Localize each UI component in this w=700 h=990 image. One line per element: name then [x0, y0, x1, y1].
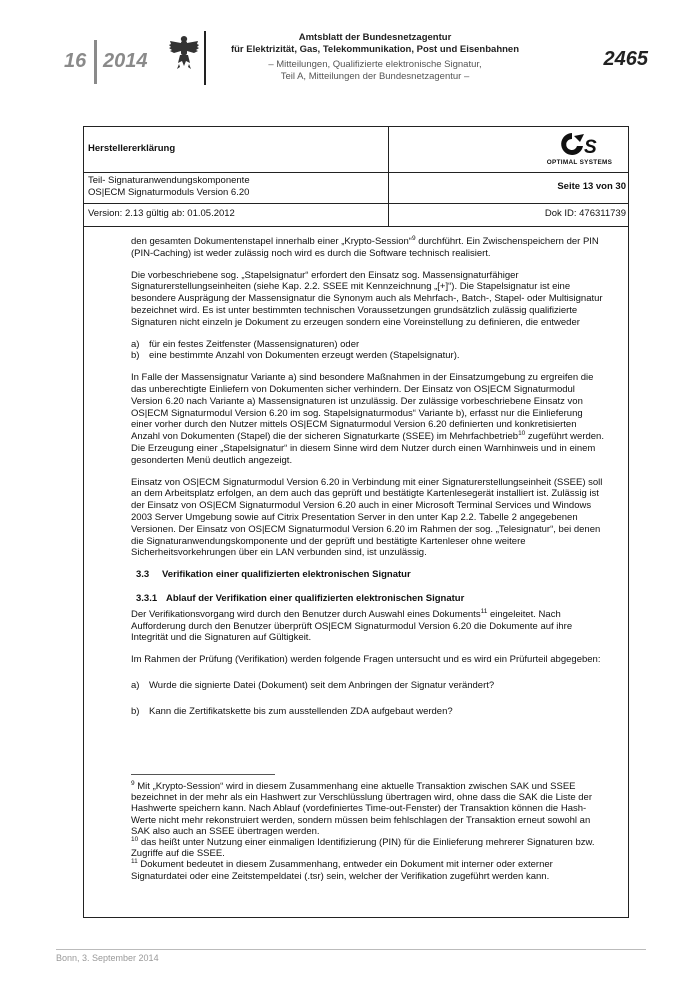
gazette-title-line1: Amtsblatt der Bundesnetzagentur	[298, 32, 452, 43]
component-line2: OS|ECM Signaturmoduls Version 6.20	[88, 187, 250, 198]
issue-number: 16	[64, 50, 87, 72]
text-run: Der Verifikationsvorgang wird durch den Benutzer durch Auswahl eines Dokuments	[131, 608, 481, 620]
text-run: zugeführt werden. Die Erzeugung einer „Stapelsignatur“ in diesem Sinne wird dem Nutzer durch einen Warnhinweis und in einem gesonderten Menü deutlich angezeigt.	[131, 431, 604, 466]
table-rule	[83, 203, 629, 204]
list-marker: a)	[131, 679, 140, 691]
footnote-text: Dokument bedeutet in diesem Zusammenhang, entweder ein Dokument mit interner oder externer Signaturdatei oder eine Zeitstempeldatei (.tsr) sein, welcher der Verifikation zugeführt werden kann.	[131, 859, 553, 882]
footnote-number: 11	[131, 858, 138, 866]
question-text: Wurde die signierte Datei (Dokument) seit dem Anbringen der Signatur verändert?	[149, 679, 495, 691]
list-text: eine bestimmte Anzahl von Dokumenten erzeugt werden (Stapelsignatur).	[149, 350, 460, 362]
issue-year: 2014	[103, 50, 148, 72]
page-info: Seite 13 von 30	[557, 181, 626, 192]
list-marker: b)	[131, 350, 140, 362]
footnote-number: 9	[131, 779, 135, 787]
table-divider	[388, 126, 389, 226]
text-run: durchführt. Ein Zwischenspeichern der PIN (PIN-Caching) ist weder zulässig noch wird es durch die Software technisch realisiert.	[131, 236, 599, 259]
list-marker: b)	[131, 705, 140, 717]
footnote	[131, 837, 605, 859]
component-line1: Teil- Signaturanwendungskomponente	[88, 175, 250, 186]
table-rule	[83, 226, 629, 227]
subsection-number: 3.3.1	[136, 592, 158, 604]
footnote-number: 10	[131, 835, 139, 843]
footnote-ref: 10	[518, 430, 526, 437]
paragraph	[131, 236, 605, 260]
gazette-subtitle-line2: Teil A, Mitteilungen der Bundesnetzagentur –	[280, 71, 470, 82]
paragraph: Einsatz von OS|ECM Signaturmodul Version 6.20 in Verbindung mit einer Signaturerstellungseinheit (SSEE) soll an dem Arbeitsplatz erfolgen, an dem auch das geprüft und bestätigte Kartenlesegerät installiert ist. Zulässig ist der Einsatz von OS|ECM Signaturmodul Version 6.20 auch in einer Microsoft Terminal Services und Windows 2003 Server Umgebung sowie auf Citrix Presentation Server in den unter Kap 2.2. Tabelle 2 angegebenen Versionen. Der Einsatz von OS|ECM Signaturmodul Version 6.20 im Rahmen der sog. „Telesignatur“, bei denen die Signaturanwendungskomponente und der geprüft und bestätigte Kartenleser ohne weitere Sicherheitsvorkehrungen über ein LAN verbunden sind, ist unzulässig.	[131, 476, 603, 559]
doc-type: Herstellererklärung	[88, 143, 176, 154]
footnote-text: das heißt unter Nutzung einer einmaligen Identifizierung (PIN) für die Einlieferung mehrerer Signaturen bzw. Zugriffe auf die SSEE.	[131, 837, 595, 860]
paragraph: Die vorbeschriebene sog. „Stapelsignatur“ erfordert den Einsatz sog. Massensignaturfähiger Signaturerstellungseinheiten (siehe Kap. 2.2. SSEE mit Kennzeichnung „[+]“). Die Stapelsignatur ist eine besondere Ausprägung der Massensignatur die Synonym auch als Mehrfach-, Batch-, Stapel- oder Multisignatur bezeichnet wird. Es ist unter bestimmten technischen Voraussetzungen grundsätzlich zulässig qualifizierte Signaturen nicht einzeln je Dokument zu erzeugen sondern eine Voreinstellung zu definieren, die entweder	[131, 269, 603, 328]
footnote	[131, 859, 605, 881]
gazette-subtitle-line1: – Mitteilungen, Qualifizierte elektronische Signatur,	[268, 59, 482, 70]
component-name	[88, 175, 250, 199]
list-item	[131, 339, 605, 351]
section-title: Verifikation einer qualifizierten elektronischen Signatur	[162, 569, 411, 581]
footnotes	[131, 781, 605, 882]
optimal-systems-logo-icon	[558, 131, 606, 157]
table-rule	[83, 172, 629, 173]
gazette-subtitle	[230, 59, 520, 83]
footnote-ref: 11	[480, 607, 488, 615]
doc-id: Dok ID: 476311739	[544, 208, 626, 219]
section-heading	[136, 569, 605, 581]
question-item	[131, 680, 605, 692]
list-item	[131, 350, 605, 362]
list-text: für ein festes Zeitfenster (Massensignaturen) oder	[149, 338, 360, 350]
footer-rule	[56, 949, 646, 950]
version-info: Version: 2.13 gültig ab: 01.05.2012	[88, 208, 235, 219]
paragraph: Im Rahmen der Prüfung (Verifikation) werden folgende Fragen untersucht und es wird ein Prüfurteil abgegeben:	[131, 654, 601, 666]
logo-wordmark: OPTIMAL SYSTEMS	[546, 159, 613, 166]
variant-list	[131, 339, 605, 363]
footnote-separator	[131, 774, 275, 775]
section-number: 3.3	[136, 569, 150, 581]
subsection-heading	[136, 593, 605, 605]
text-run: eingeleitet. Nach Aufforderung durch den Benutzer überprüft OS|ECM Signaturmodul Version 6.20 die Dokumente auf ihre Integrität und die Signaturen auf Gültigkeit.	[131, 608, 573, 644]
footnote-ref: 9	[411, 234, 416, 242]
text-run: den gesamten Dokumentenstapel innerhalb einer „Krypto-Session“	[131, 236, 412, 247]
text-run: In Falle der Massensignatur Variante a) sind besondere Maßnahmen in der Einsatzumgebung zu ergreifen die das unberechtigte Einliefern von Dokumenten sicher verhindern. Der Einsatz von OS|ECM Signaturmodul Version 6.20 nach Variante a) Massensignaturen ist unzulässig. Der zulässige vorbeschriebene Einsatz von OS|ECM Signaturmodul Version 6.20 im sog. Stapelsignaturmodus“ Variante b), erfasst nur die Einlieferung einer vorher durch den Nutzer mittels OS|ECM Signaturmodul Version 6.20 definierten und konkretisierten Anzahl von Dokumenten (Stapel) die der sicheren Signaturkarte (SSEE) im Mehrfachbetrieb	[131, 372, 594, 443]
paragraph	[131, 609, 605, 644]
svg-text:S: S	[584, 137, 597, 157]
page-number: 2465	[603, 48, 648, 70]
gazette-title	[230, 32, 520, 56]
paragraph	[131, 372, 605, 466]
header-separator	[204, 31, 206, 85]
subsection-title: Ablauf der Verifikation einer qualifizierten elektronischen Signatur	[166, 592, 465, 604]
footer-date: Bonn, 3. September 2014	[56, 953, 159, 963]
question-text: Kann die Zertifikatskette bis zum ausstellenden ZDA aufgebaut werden?	[149, 705, 453, 717]
question-item	[131, 706, 605, 718]
list-marker: a)	[131, 338, 140, 350]
main-text	[131, 236, 605, 732]
gazette-title-line2: für Elektrizität, Gas, Telekommunikation, Post und Eisenbahnen	[230, 44, 520, 55]
issue-separator	[94, 40, 97, 84]
footnote	[131, 781, 605, 837]
federal-eagle-icon	[168, 33, 200, 71]
footnote-text: Mit „Krypto-Session“ wird in diesem Zusammenhang eine aktuelle Transaktion zwischen SAK und SSEE bezeichnet in der mehr als ein Hashwert zur Verschlüsslung übertragen wird, ohne dass die SAK die Liste der Hashwerte speichern kann. Nach Ablauf (vordefiniertes Time-out-Fenster) der Transaktion können die Hash-Werte nicht mehr rekonstruiert werden, sondern müssen beim fehlschlagen der Transaktion erneut sowohl an SAK also auch an SSEE übertragen werden.	[131, 781, 593, 837]
